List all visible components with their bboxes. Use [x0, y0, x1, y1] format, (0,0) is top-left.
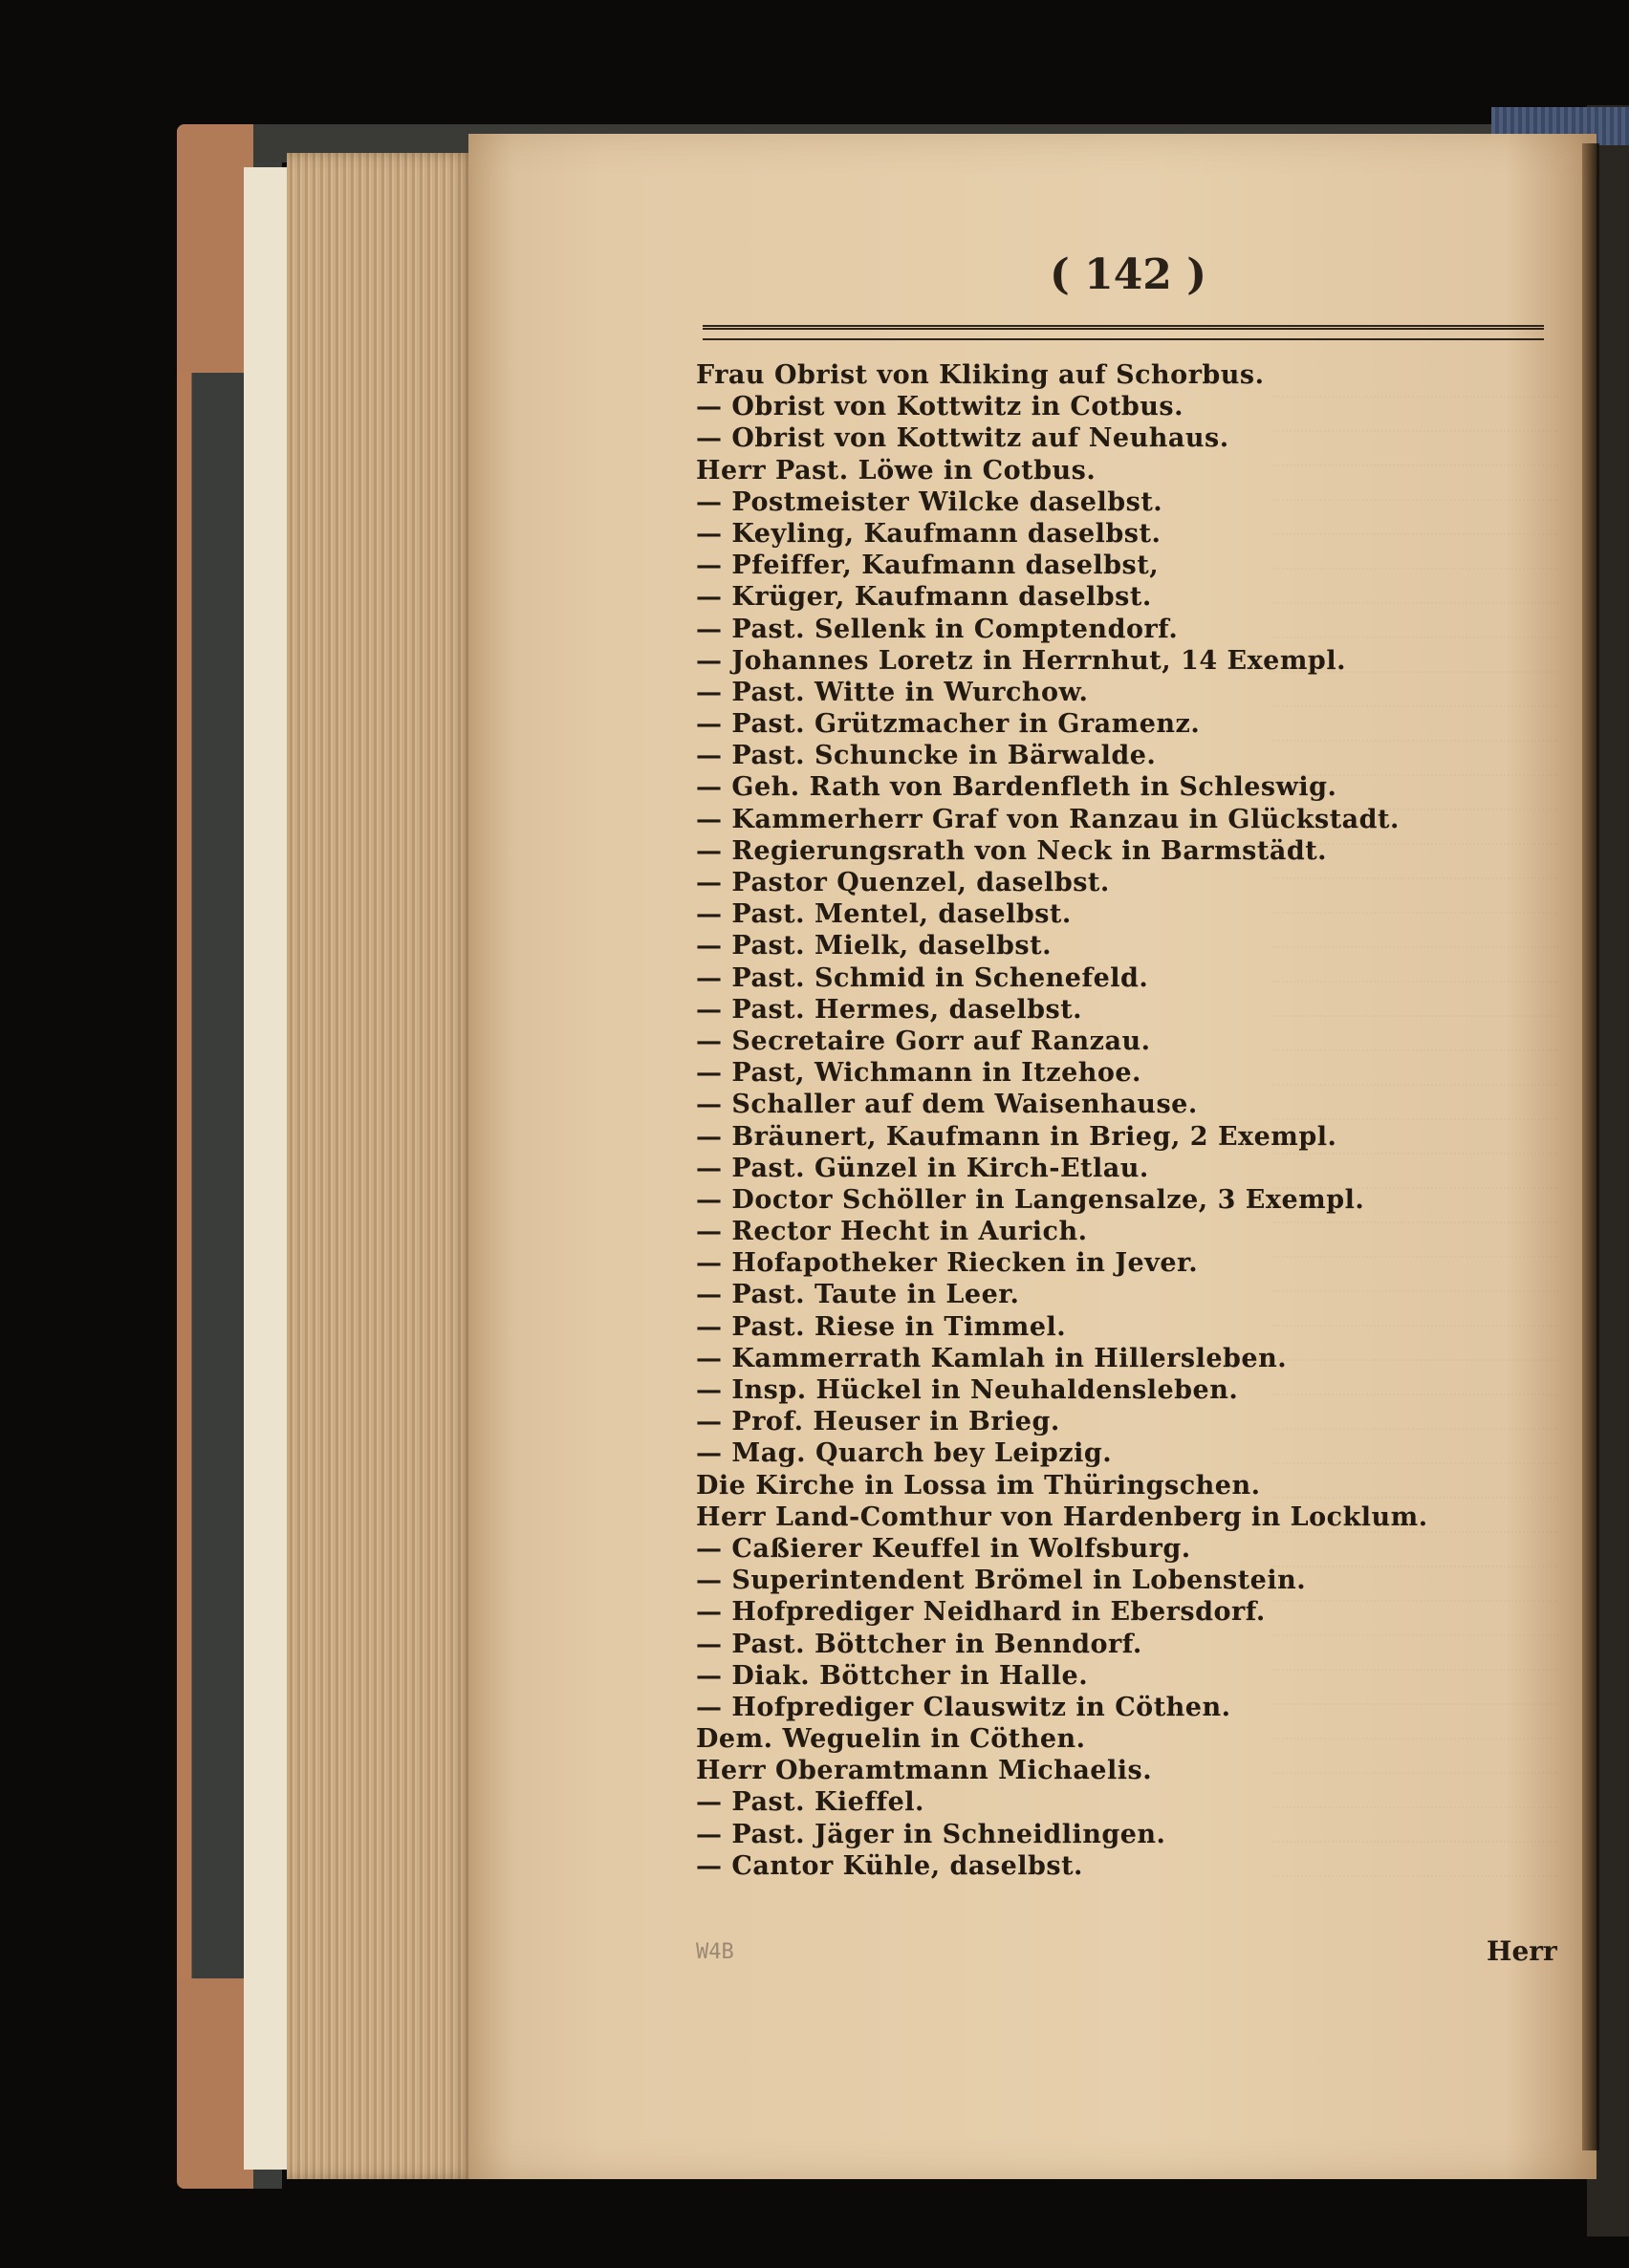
- list-item: Herr Oberamtmann Michaelis.: [696, 1756, 1153, 1786]
- list-item: — Pfeiffer, Kaufmann daselbst,: [696, 551, 1160, 581]
- endpaper: [244, 167, 292, 2170]
- list-item: — Caßierer Keuffel in Wolfsburg.: [696, 1533, 1191, 1564]
- list-item: — Past. Mentel, daselbst.: [696, 899, 1072, 930]
- list-item: — Past. Günzel in Kirch-Etlau.: [696, 1153, 1149, 1183]
- list-item: — Past. Taute in Leer.: [696, 1280, 1020, 1310]
- list-item: Herr Past. Löwe in Cotbus.: [696, 455, 1097, 486]
- list-item: — Bräunert, Kaufmann in Brieg, 2 Exempl.: [696, 1121, 1337, 1152]
- list-item: — Kammerrath Kamlah in Hillersleben.: [696, 1343, 1288, 1373]
- list-item: Die Kirche in Lossa im Thüringschen.: [696, 1470, 1261, 1501]
- page-number-header: ( 142 ): [1049, 250, 1207, 299]
- list-item: — Past. Böttcher in Benndorf.: [696, 1629, 1142, 1659]
- list-item: — Hofapotheker Riecken in Jever.: [696, 1248, 1199, 1279]
- list-item: — Prof. Heuser in Brieg.: [696, 1407, 1060, 1437]
- list-item: — Doctor Schöller in Langensalze, 3 Exempl.: [696, 1184, 1365, 1215]
- list-item: Frau Obrist von Kliking auf Schorbus.: [696, 360, 1265, 390]
- list-item: — Secretaire Gorr auf Ranzau.: [696, 1026, 1151, 1056]
- header-rule: [703, 325, 1544, 330]
- list-item: Dem. Weguelin in Cöthen.: [696, 1724, 1086, 1755]
- list-item: — Schaller auf dem Waisenhause.: [696, 1090, 1198, 1120]
- list-item: — Rector Hecht in Aurich.: [696, 1217, 1088, 1247]
- list-item: — Past. Jäger in Schneidlingen.: [696, 1819, 1166, 1849]
- list-item: — Johannes Loretz in Herrnhut, 14 Exempl.: [696, 645, 1346, 676]
- list-item: — Postmeister Wilcke daselbst.: [696, 486, 1163, 517]
- list-item: — Past, Wichmann in Itzehoe.: [696, 1058, 1141, 1089]
- list-item: — Past. Mielk, daselbst.: [696, 931, 1052, 961]
- leather-corner-top: [177, 124, 253, 373]
- catchword: Herr: [1487, 1935, 1557, 1967]
- page-stack-edge: [287, 153, 478, 2179]
- list-item: — Regierungsrath von Neck in Barmstädt.: [696, 835, 1328, 866]
- list-item: — Cantor Kühle, daselbst.: [696, 1850, 1083, 1881]
- list-item: — Keyling, Kaufmann daselbst.: [696, 518, 1162, 549]
- list-item: — Insp. Hückel in Neuhaldensleben.: [696, 1375, 1239, 1405]
- list-item: — Pastor Quenzel, daselbst.: [696, 868, 1110, 897]
- header-rule-thin: [703, 338, 1544, 340]
- list-item: — Past. Witte in Wurchow.: [696, 677, 1089, 707]
- list-item: — Obrist von Kottwitz auf Neuhaus.: [696, 423, 1229, 454]
- list-item: — Past. Riese in Timmel.: [696, 1311, 1067, 1342]
- list-item: — Past. Kieffel.: [696, 1787, 924, 1818]
- list-item: — Past. Sellenk in Comptendorf.: [696, 614, 1179, 644]
- list-item: — Kammerherr Graf von Ranzau in Glückstadt.: [696, 804, 1400, 834]
- list-item: — Past. Hermes, daselbst.: [696, 994, 1083, 1025]
- list-item: — Obrist von Kottwitz in Cotbus.: [696, 392, 1184, 422]
- library-stamp: W4B: [696, 1940, 734, 1964]
- leather-corner-bottom: [177, 1978, 253, 2189]
- subscriber-list: [696, 359, 1575, 1882]
- list-item: — Diak. Böttcher in Halle.: [696, 1660, 1089, 1691]
- list-item: — Past. Schuncke in Bärwalde.: [696, 741, 1157, 771]
- list-item: Herr Land-Comthur von Hardenberg in Locklum.: [696, 1501, 1428, 1532]
- page-gutter: [1582, 143, 1599, 2150]
- list-item: — Past. Schmid in Schenefeld.: [696, 962, 1149, 993]
- list-item: — Superintendent Brömel in Lobenstein.: [696, 1566, 1307, 1596]
- list-item: — Past. Grützmacher in Gramenz.: [696, 709, 1201, 740]
- list-item: — Geh. Rath von Bardenfleth in Schleswig.: [696, 772, 1337, 803]
- list-item: — Hofprediger Clauswitz in Cöthen.: [696, 1692, 1231, 1722]
- list-item: — Krüger, Kaufmann daselbst.: [696, 582, 1152, 613]
- list-item: — Mag. Quarch bey Leipzig.: [696, 1438, 1113, 1469]
- list-item: — Hofprediger Neidhard in Ebersdorf.: [696, 1597, 1266, 1628]
